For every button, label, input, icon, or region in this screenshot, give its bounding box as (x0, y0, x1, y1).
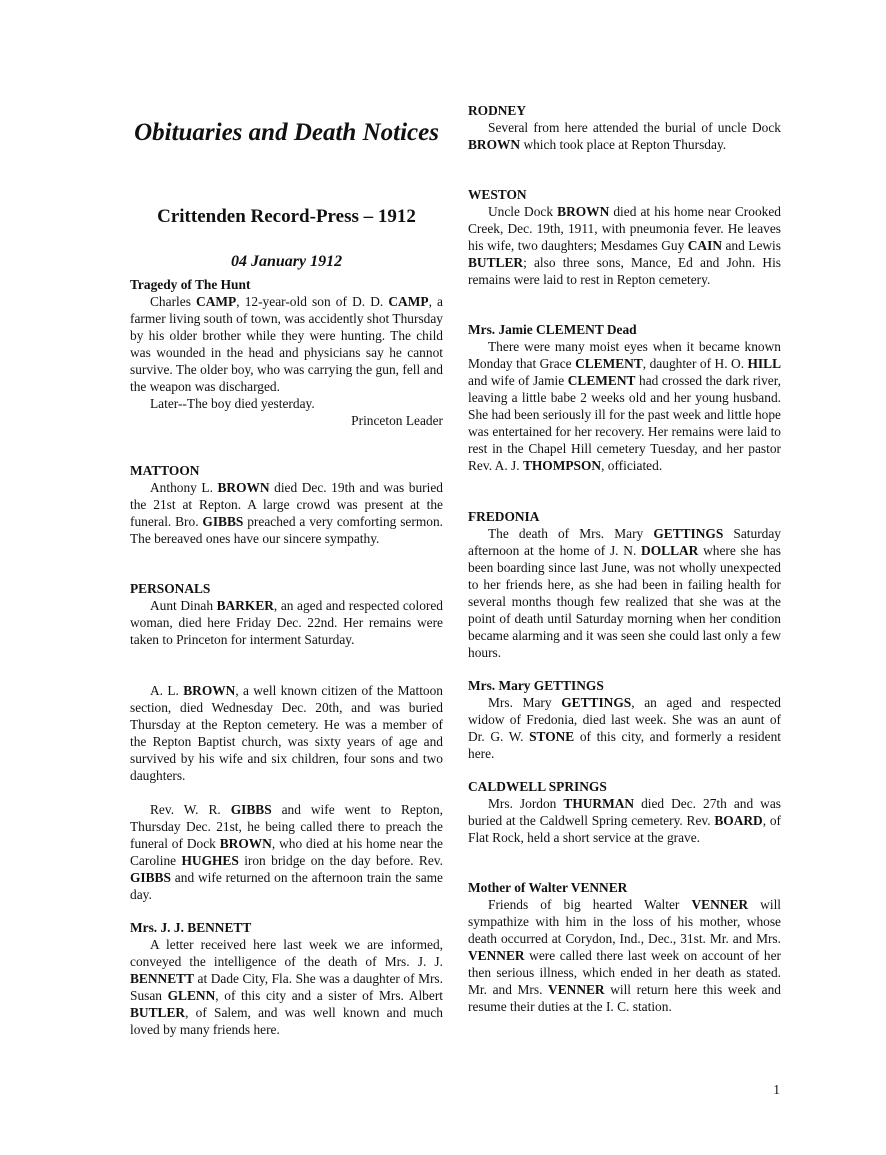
article-caldwell-springs (468, 778, 781, 846)
article-heading: FREDONIA (468, 509, 540, 524)
article-weston (468, 186, 781, 288)
article-heading: Mrs. Jamie CLEMENT Dead (468, 322, 637, 337)
article-heading: Mother of Walter VENNER (468, 880, 628, 895)
article-paragraph: Mrs. Mary GETTINGS, an aged and respected widow of Fredonia, died last week. She was an aunt of Dr. G. W. STONE of this city, and formerly a resident here. (468, 695, 782, 761)
article-paragraph: Charles CAMP, 12-year-old son of D. D. CAMP, a farmer living south of town, was accidently shot Thursday by his older brother while they were hunting. The child was wounded in the head and physicians say he cannot survive. The older boy, who was carrying the gun, fell and the weapon was discharged. (130, 294, 443, 394)
article-heading: Mrs. J. J. BENNETT (130, 920, 252, 935)
article-paragraph: Several from here attended the burial of uncle Dock BROWN which took place at Repton Thursday. (468, 120, 781, 152)
article-paragraph: A letter received here last week we are informed, conveyed the intelligence of the death of Mrs. J. J. BENNETT at Dade City, Fla. She was a daughter of Mrs. Susan GLENN, of this city and a sister of Mrs. Albert BUTLER, of Salem, and was well known and much loved by many friends here. (130, 937, 444, 1037)
article-mrs-bennett (130, 919, 443, 1038)
article-mary-gettings (468, 677, 781, 762)
article-heading: MATTOON (130, 463, 200, 478)
article-paragraph: Later--The boy died yesterday. (150, 396, 315, 411)
article-heading: CALDWELL SPRINGS (468, 779, 607, 794)
article-heading: WESTON (468, 187, 527, 202)
article-mattoon (130, 462, 443, 547)
article-heading: PERSONALS (130, 581, 211, 596)
article-personals (130, 580, 443, 648)
article-paragraph: Uncle Dock BROWN died at his home near Crooked Creek, Dec. 19th, 1911, with pneumonia fever. He leaves his wife, two daughters; Mesdames Guy CAIN and Lewis BUTLER; also three sons, Mance, Ed and John. His remains were laid to rest in Repton cemetery. (468, 204, 781, 287)
article-tragedy-of-the-hunt (130, 276, 443, 429)
page-number: 1 (773, 1082, 780, 1097)
article-jamie-clement (468, 321, 781, 474)
article-rodney (468, 102, 781, 153)
article-fredonia (468, 508, 781, 661)
article-paragraph: Anthony L. BROWN died Dec. 19th and was buried the 21st at Repton. A large crowd was present at the funeral. Bro. GIBBS preached a very comforting sermon. The bereaved ones have our sincere sympathy. (130, 480, 443, 546)
article-paragraph: A. L. BROWN, a well known citizen of the Mattoon section, died Wednesday Dec. 20th, and was buried Thursday at the Repton cemetery. He was a member of the Repton Baptist church, was sixty years of age and survived by his wife and six children, four sons and two daughters. (130, 683, 443, 783)
article-paragraph: Aunt Dinah BARKER, an aged and respected colored woman, died here Friday Dec. 22nd. Her remains were taken to Princeton for interment Saturday. (130, 598, 444, 647)
article-heading: RODNEY (468, 103, 527, 118)
article-heading: Tragedy of The Hunt (130, 277, 251, 292)
article-source: Princeton Leader (351, 413, 443, 428)
article-al-brown (130, 682, 443, 784)
page-title: Obituaries and Death Notices (134, 119, 439, 146)
article-heading: Mrs. Mary GETTINGS (468, 678, 604, 693)
article-paragraph: Friends of big hearted Walter VENNER will sympathize with him in the loss of his mother, whose death occurred at Corydon, Ind., Dec., 31st. Mr. and Mrs. VENNER were called there last week on account of her then serious illness, which ended in her death as stated. Mr. and Mrs. VENNER will return here this week and resume their duties at the I. C. station. (468, 897, 782, 1014)
issue-date: 04 January 1912 (230, 253, 343, 270)
article-paragraph: There were many moist eyes when it became known Monday that Grace CLEMENT, daughter of H. O. HILL and wife of Jamie CLEMENT had crossed the dark river, leaving a little babe 2 weeks old and her young husband. She had been seriously ill for the past week and little hope was entertained for her recovery. Her remains were laid to rest in the Chapel Hill cemetery Tuesday, and her pastor Rev. A. J. THOMPSON, officiated. (468, 339, 782, 473)
article-paragraph: The death of Mrs. Mary GETTINGS Saturday afternoon at the home of J. N. DOLLAR where she has been boarding since last June, was not wholly unexpected to her friends here, as she had been in failing health for several months though few realized that she was at the point of death until Saturday morning when her condition became alarming and it was seen she could last only a few hours. (468, 526, 781, 660)
article-rev-gibbs (130, 801, 443, 903)
article-paragraph: Mrs. Jordon THURMAN died Dec. 27th and was buried at the Caldwell Spring cemetery. Rev. BOARD, of Flat Rock, held a short service at the grave. (468, 796, 782, 845)
article-paragraph: Rev. W. R. GIBBS and wife went to Repton, Thursday Dec. 21st, he being called there to preach the funeral of Dock BROWN, who died at his home near the Caroline HUGHES iron bridge on the day before. Rev. GIBBS and wife returned on the afternoon train the same day. (130, 802, 443, 902)
article-walter-venner (468, 879, 781, 1015)
publication-title: Crittenden Record-Press – 1912 (157, 206, 416, 227)
